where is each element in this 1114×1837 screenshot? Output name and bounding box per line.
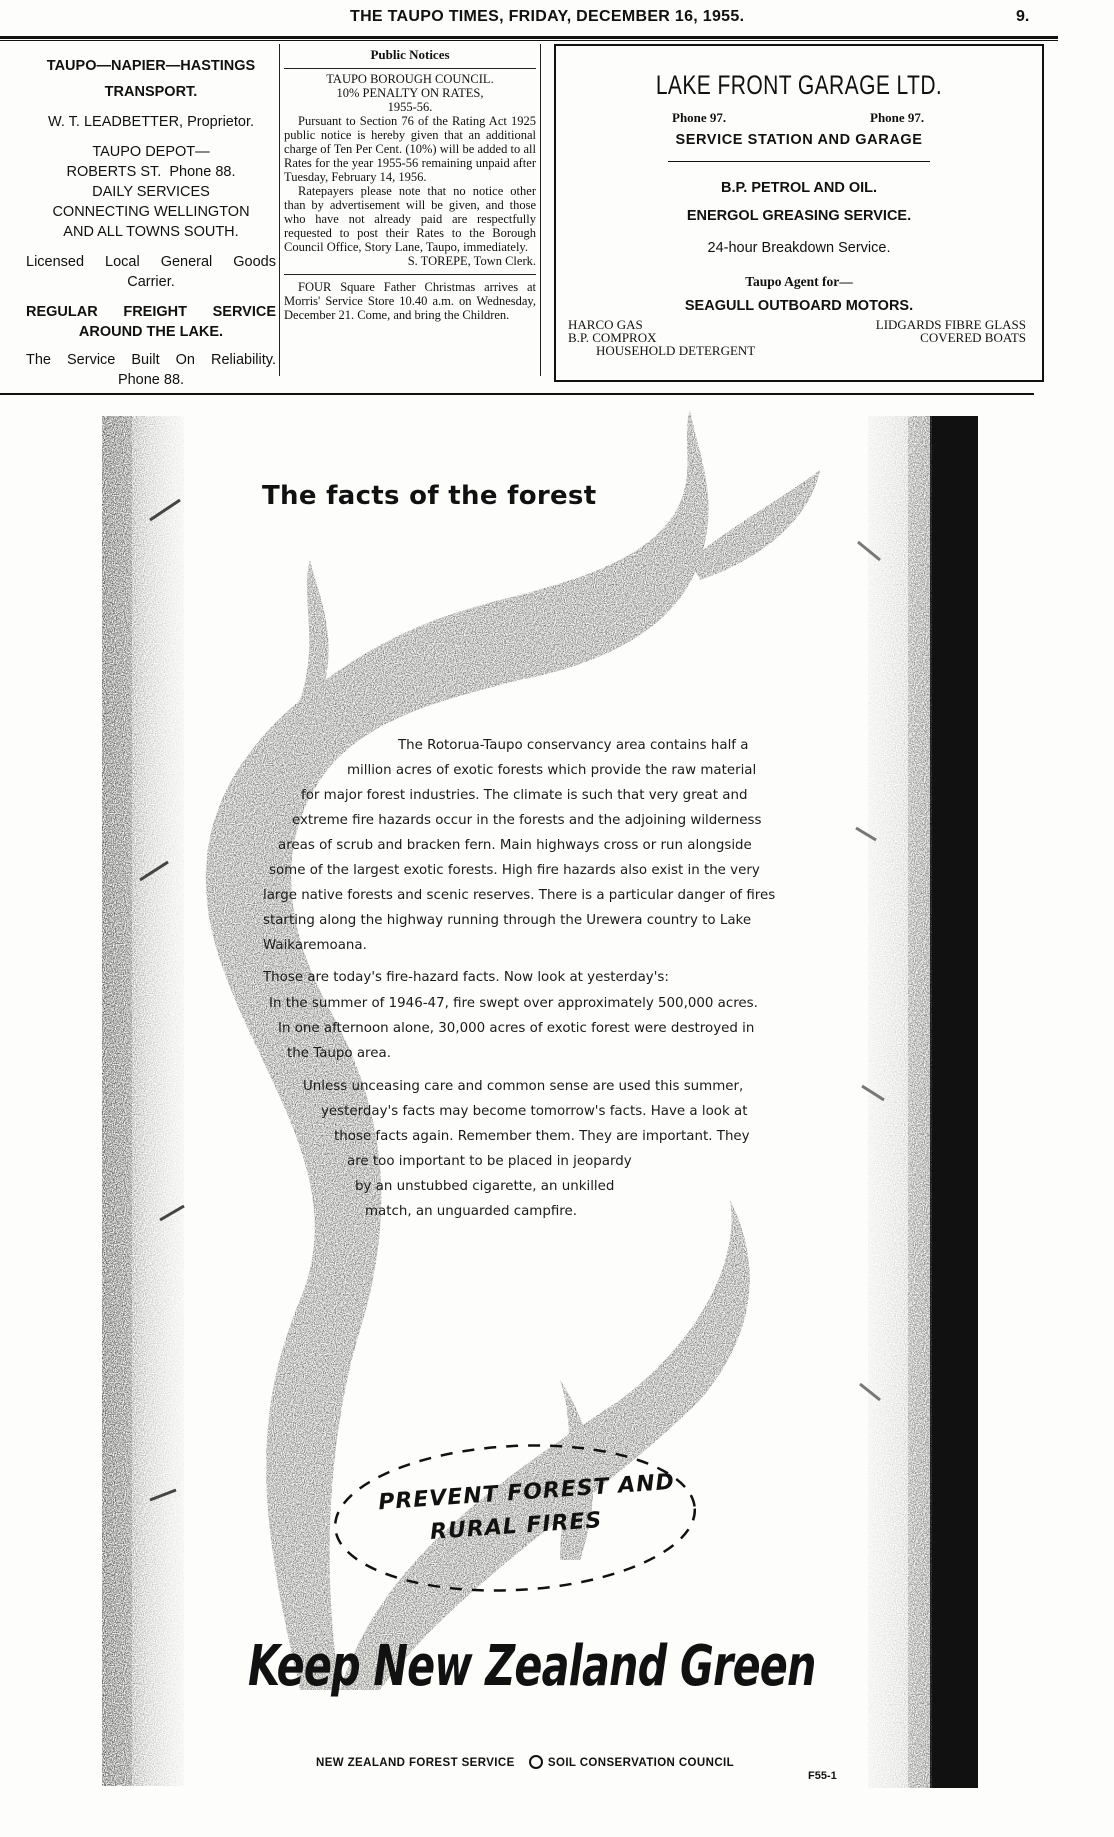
depot: TAUPO DEPOT— xyxy=(92,144,210,160)
notice-separator xyxy=(284,274,536,275)
garage-rule xyxy=(668,161,930,162)
ad-body-line-11: In the summer of 1946-47, fire swept over approximately 500,000 acres. xyxy=(269,996,758,1011)
forest-service: NEW ZEALAND FOREST SERVICE xyxy=(316,1757,515,1769)
agent-detergent: HOUSEHOLD DETERGENT xyxy=(596,343,756,358)
top-rule-thin xyxy=(0,40,1058,41)
transport-heading: TAUPO—NAPIER—HASTINGS xyxy=(46,58,256,74)
agent-comprox: B.P. COMPROX xyxy=(568,330,657,345)
daily-services-2: CONNECTING WELLINGTON xyxy=(52,204,250,220)
section-rule xyxy=(0,393,1034,395)
public-notices xyxy=(284,48,536,322)
rates-year: 1955-56. xyxy=(387,100,433,114)
transport-heading-2: TRANSPORT. xyxy=(104,84,198,100)
notice-body: Pursuant to Section 76 of the Rating Act 1925 public notice is hereby given that an additional charge of Ten Per Cent. (10%) will be added to all Rates for the year 1955-56 remaining unpaid after Tuesday, February 14, 1956. xyxy=(284,114,536,184)
slogan: The Service Built On Reliability. xyxy=(26,352,276,368)
daily-services-3: AND ALL TOWNS SOUTH. xyxy=(63,224,239,240)
column-divider xyxy=(279,44,280,376)
ad-body-line-12: In one afternoon alone, 30,000 acres of exotic forest were destroyed in xyxy=(278,1021,755,1036)
masthead xyxy=(0,8,1114,30)
ad-body-line-9: Waikaremoana. xyxy=(263,938,367,953)
ad-body-line-10: Those are today's fire-hazard facts. Now look at yesterday's: xyxy=(263,970,669,985)
agents-right xyxy=(876,318,1026,344)
soil-council: SOIL CONSERVATION COUNCIL xyxy=(547,1757,735,1769)
ad-body-line-7: large native forests and scenic reserves. There is a particular danger of fires xyxy=(263,888,776,903)
ad-body-line-3: for major forest industries. The climate is such that very great and xyxy=(301,788,748,803)
ad-body-line-19: match, an unguarded campfire. xyxy=(365,1204,577,1219)
garage-advertisement xyxy=(554,44,1044,382)
agent-harco: HARCO GAS xyxy=(568,317,643,332)
agent-boats: COVERED BOATS xyxy=(920,330,1026,345)
ad-body-line-17: are too important to be placed in jeopardy xyxy=(347,1154,632,1169)
ad-footer xyxy=(316,1757,734,1769)
ad-headline: The facts of the forest xyxy=(262,481,597,511)
regular-service-2: AROUND THE LAKE. xyxy=(78,324,224,340)
transport-phone: Phone 88. xyxy=(117,372,185,388)
service-station: SERVICE STATION AND GARAGE xyxy=(675,132,923,148)
ad-body-line-15: yesterday's facts may become tomorrow's facts. Have a look at xyxy=(321,1104,748,1119)
keep-nz-green-slogan: Keep New Zealand Green xyxy=(248,1634,816,1699)
carrier: Licensed Local General Goods xyxy=(26,254,276,270)
carrier-2: Carrier. xyxy=(127,274,175,290)
ad-body-line-6: some of the largest exotic forests. High fire hazards also exist in the very xyxy=(269,863,760,878)
ad-body-line-14: Unless unceasing care and common sense are used this summer, xyxy=(303,1079,744,1094)
bp-petrol: B.P. PETROL AND OIL. xyxy=(720,180,878,196)
ad-body-line-16: those facts again. Remember them. They are important. They xyxy=(334,1129,750,1144)
proprietor: W. T. LEADBETTER, Proprietor. xyxy=(47,114,255,130)
greasing-service: ENERGOL GREASING SERVICE. xyxy=(686,208,912,224)
penalty-heading: 10% PENALTY ON RATES, xyxy=(336,86,484,100)
ad-body-line-8: starting along the highway running through the Urewera country to Lake xyxy=(263,913,752,928)
ad-body-line-5: areas of scrub and bracken fern. Main highways cross or run alongside xyxy=(278,838,752,853)
agents-left xyxy=(568,318,755,357)
daily-services: DAILY SERVICES xyxy=(92,184,210,200)
depot-address: ROBERTS ST. Phone 88. xyxy=(66,164,236,180)
transport-advertisement xyxy=(26,56,276,390)
ad-body-line-18: by an unstubbed cigarette, an unkilled xyxy=(355,1179,615,1194)
left-tree-trunks xyxy=(102,416,184,1786)
ad-code: F55-1 xyxy=(808,1770,837,1782)
notices-title-rule xyxy=(284,68,536,69)
prevent-fires-line-1: PREVENT FOREST AND xyxy=(377,1469,676,1516)
ad-body-line-4: extreme fire hazards occur in the forests and the adjoining wilderness xyxy=(292,813,762,828)
column-divider xyxy=(540,44,541,376)
regular-service: REGULAR FREIGHT SERVICE xyxy=(26,304,276,320)
notice-signature: S. TOREPE, Town Clerk. xyxy=(407,254,536,268)
ad-body-line-2: million acres of exotic forests which provide the raw material xyxy=(347,763,757,778)
garage-name: LAKE FRONT GARAGE LTD. xyxy=(655,70,943,100)
prevent-fires-line-2: RURAL FIRES xyxy=(429,1508,604,1545)
public-notices-title: Public Notices xyxy=(370,47,450,62)
breakdown-service: 24-hour Breakdown Service. xyxy=(707,240,891,256)
agent-lidgards: LIDGARDS FIBRE GLASS xyxy=(875,317,1026,332)
ad-body-line-13: the Taupo area. xyxy=(287,1046,391,1061)
four-square-notice: FOUR Square Father Christmas arrives at Morris' Service Store 10.40 a.m. on Wednesday, December 21. Come, and bring the Children. xyxy=(284,280,536,322)
council-name: TAUPO BOROUGH COUNCIL. xyxy=(326,72,494,86)
notice-body-2: Ratepayers please note that no notice other than by advertisement will be given, and those who have not already paid are respectfully requested to post their Rates to the Borough Council Office, Story Lane, Taupo, immediately. xyxy=(284,184,536,254)
right-tree-trunks xyxy=(856,416,978,1788)
page-number: 9. xyxy=(1016,8,1030,25)
garage-phone-left: Phone 97. xyxy=(672,110,727,125)
seagull-motors: SEAGULL OUTBOARD MOTORS. xyxy=(684,298,914,314)
masthead-title: THE TAUPO TIMES, FRIDAY, DECEMBER 16, 1955. xyxy=(350,8,745,25)
top-rule xyxy=(0,36,1058,39)
agent-for: Taupo Agent for— xyxy=(745,274,853,289)
garage-phone-right: Phone 97. xyxy=(870,110,925,125)
ad-body-line-1: The Rotorua-Taupo conservancy area contains half a xyxy=(398,738,749,753)
